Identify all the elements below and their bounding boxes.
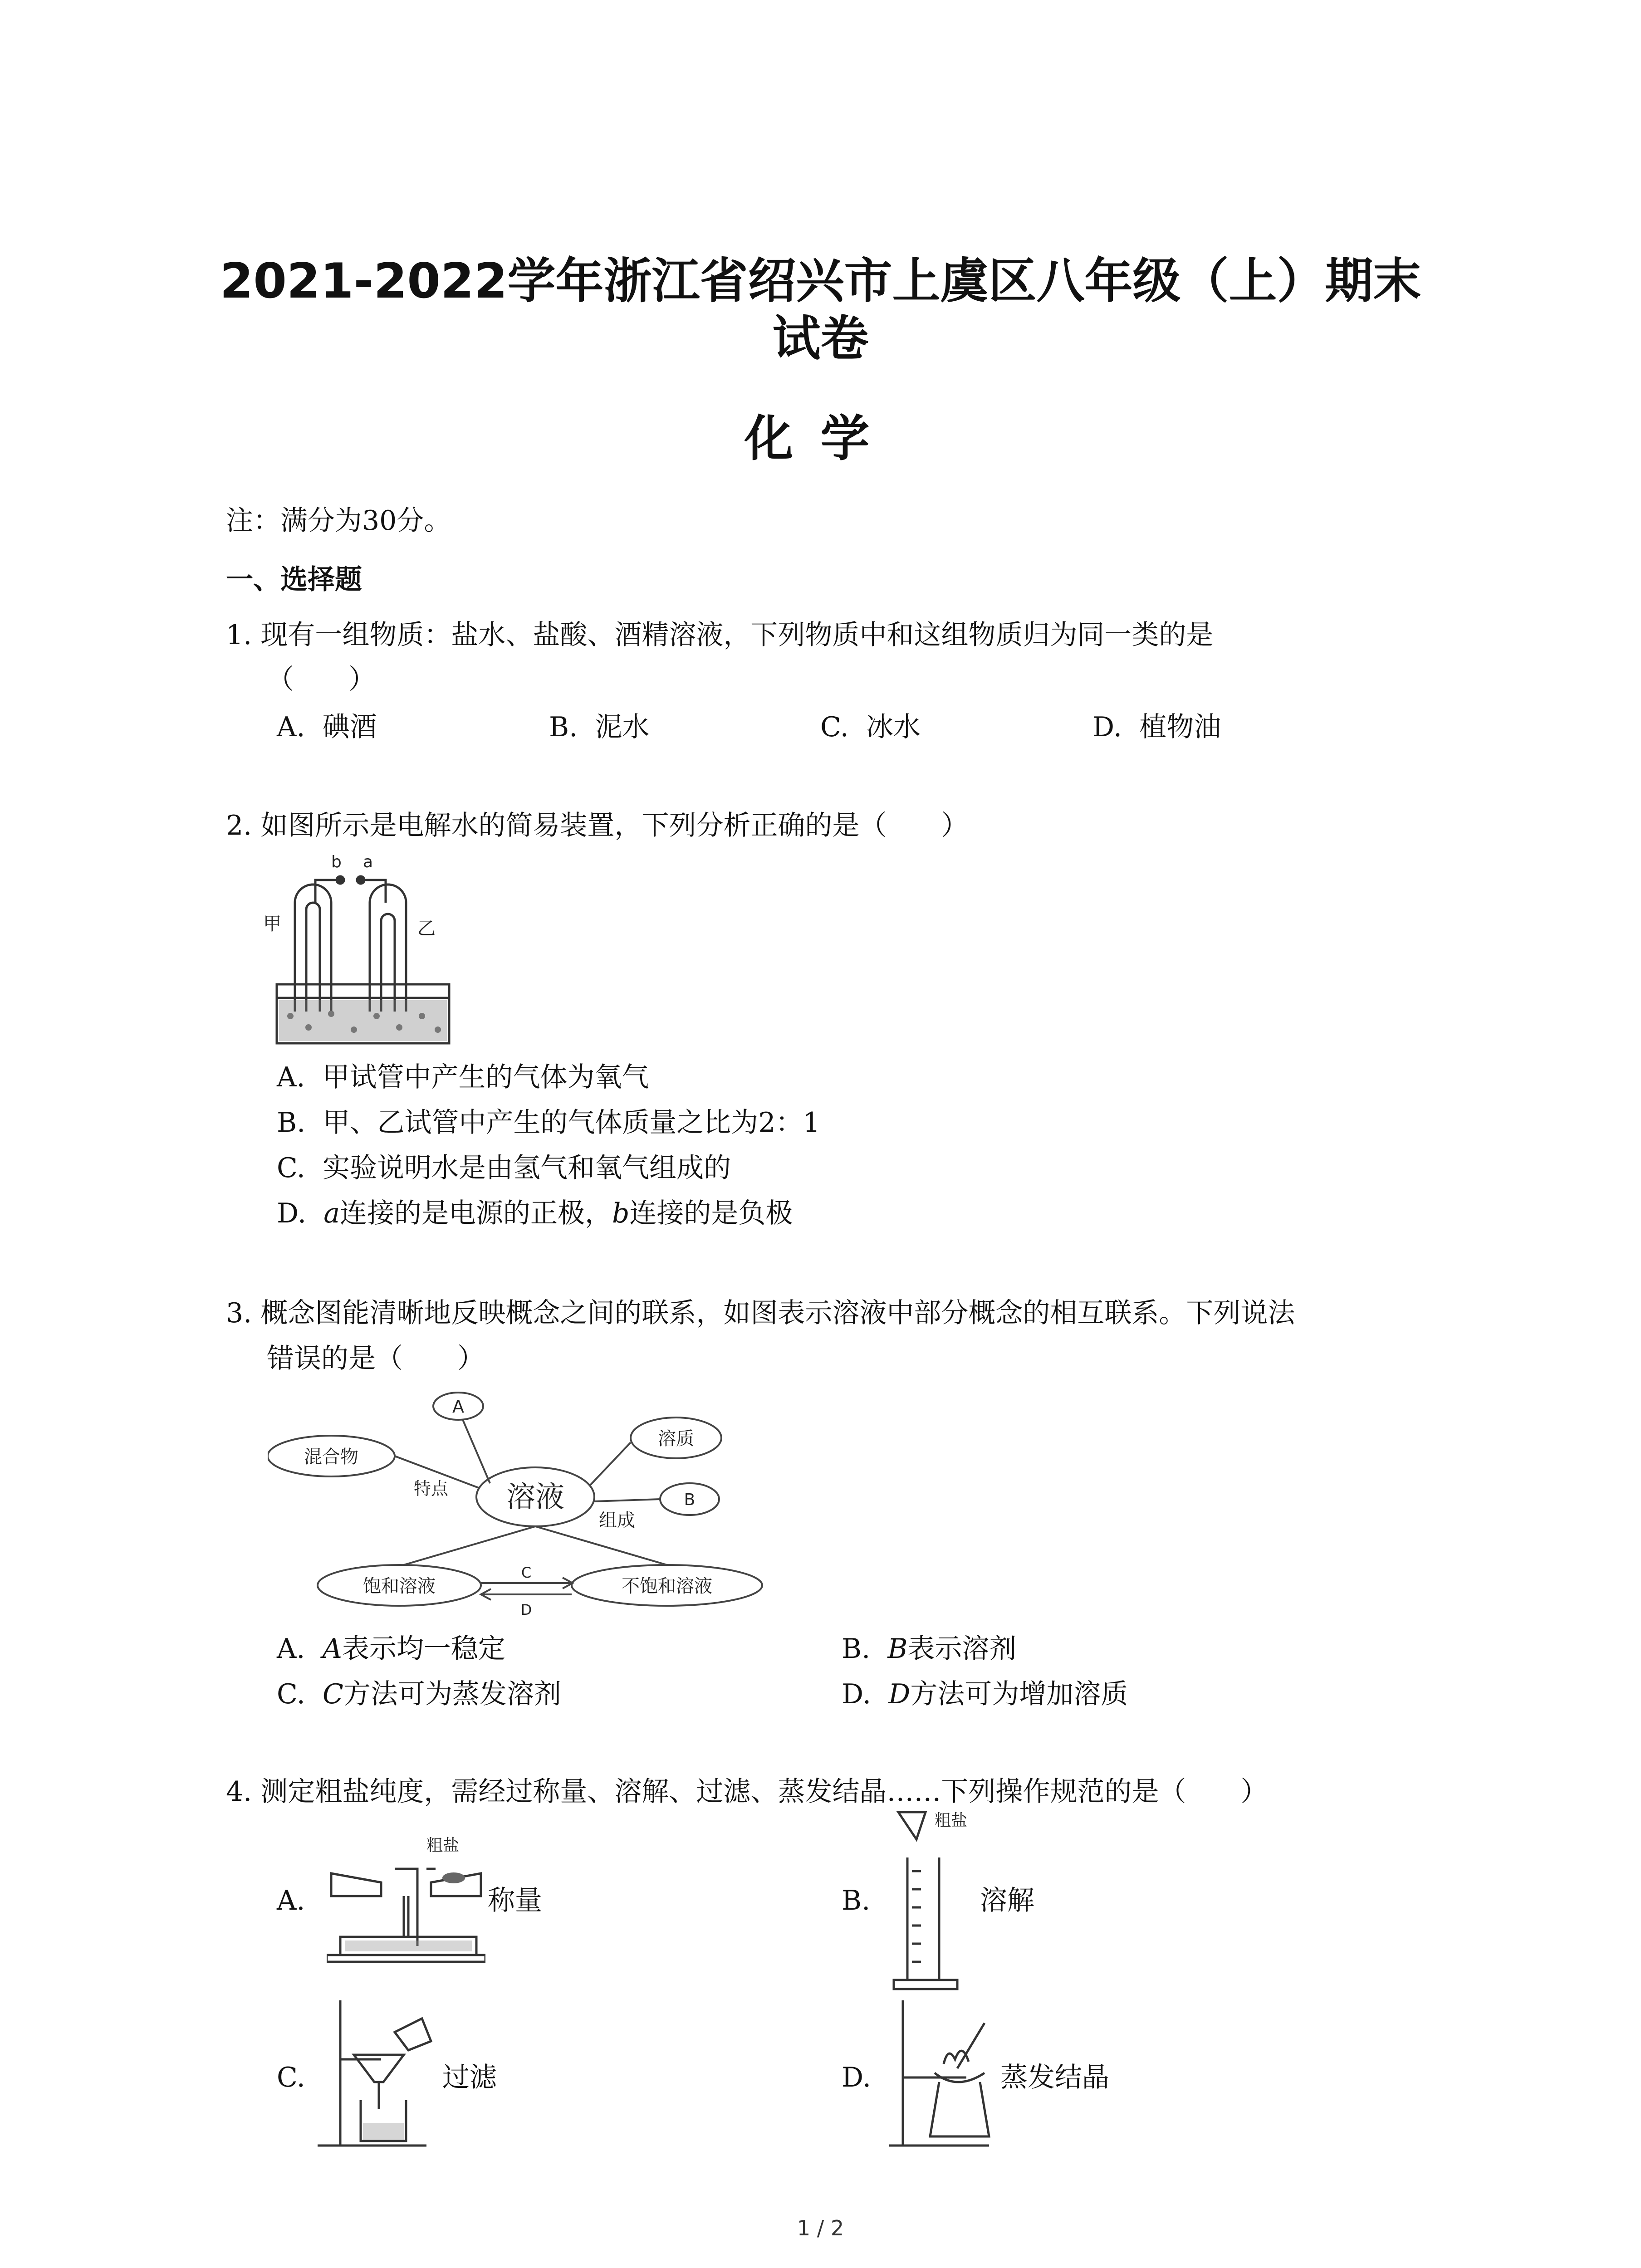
q1-option-c[interactable] — [820, 709, 921, 745]
concept-b-label: B — [684, 1491, 696, 1509]
q1-option-b[interactable] — [549, 709, 649, 745]
variable-b: b — [612, 1198, 630, 1229]
option-text: 冰水 — [866, 711, 921, 743]
option-text: 表示均一稳定 — [342, 1633, 505, 1665]
option-letter: B. — [277, 1107, 306, 1139]
option-letter: C. — [820, 711, 849, 743]
q2-option-c[interactable] — [277, 1150, 731, 1186]
concept-feature-label: 特点 — [413, 1479, 449, 1499]
q3-option-c[interactable] — [277, 1676, 561, 1712]
label-a: a — [363, 853, 373, 871]
q3-option-b[interactable] — [842, 1631, 1016, 1667]
title-line-1: 2021-2022学年浙江省绍兴市上虞区八年级（上）期末 — [220, 253, 1421, 309]
option-text: 连接的是电源的正极， — [339, 1198, 612, 1229]
question-3-stem-line-2: 错误的是（ ） — [267, 1343, 485, 1374]
graduated-cylinder-figure — [889, 1808, 980, 1998]
concept-solute: 溶质 — [658, 1428, 694, 1449]
q3-option-d[interactable] — [842, 1676, 1128, 1712]
variable: B — [887, 1633, 908, 1665]
page-number: 1 / 2 — [797, 2216, 844, 2240]
q4-option-d-letter[interactable]: D. — [842, 2062, 872, 2093]
option-text: 植物油 — [1139, 711, 1221, 743]
method-d-label: D — [520, 1601, 532, 1618]
concept-solution: 溶液 — [506, 1481, 564, 1514]
option-letter: C. — [277, 1678, 305, 1710]
concept-composition-label: 组成 — [599, 1510, 635, 1531]
option-text: 泥水 — [595, 711, 650, 743]
option-text-end: 连接的是负极 — [629, 1198, 793, 1229]
subject-heading: 化学 — [744, 411, 897, 467]
option-letter: D. — [1092, 711, 1122, 743]
q2-option-a[interactable] — [277, 1059, 649, 1095]
coarse-salt-label: 粗盐 — [426, 1836, 460, 1855]
option-letter: A. — [277, 1061, 305, 1093]
option-letter: B. — [842, 1633, 871, 1665]
title-line-2: 试卷 — [772, 311, 869, 367]
section-heading: 一、选择题 — [226, 564, 362, 596]
method-c-label: C — [521, 1564, 532, 1581]
option-letter: D. — [842, 1678, 872, 1710]
q1-option-a[interactable] — [277, 709, 377, 745]
option-letter: A. — [277, 1633, 305, 1665]
filtration-figure — [318, 1991, 436, 2155]
q2-option-b[interactable] — [277, 1105, 820, 1141]
q4-option-b-text: 溶解 — [980, 1885, 1034, 1916]
variable: A — [322, 1633, 342, 1665]
variable: D — [888, 1678, 911, 1710]
label-tube-jia: 甲 — [263, 914, 281, 934]
option-text: 甲试管中产生的气体为氧气 — [322, 1061, 649, 1093]
option-text: 甲、乙试管中产生的气体质量之比为2：1 — [323, 1107, 820, 1139]
solution-concept-map-figure — [268, 1388, 776, 1624]
option-text: 方法可为蒸发溶剂 — [343, 1678, 561, 1710]
q4-option-b-letter[interactable]: B. — [842, 1885, 871, 1916]
variable: C — [323, 1678, 343, 1710]
question-1-stem: 1. 现有一组物质：盐水、盐酸、酒精溶液，下列物质中和这组物质归为同一类的是 — [226, 619, 1214, 651]
question-2-stem: 2. 如图所示是电解水的简易装置，下列分析正确的是（ ） — [226, 810, 969, 841]
label-b: b — [331, 853, 342, 871]
q4-option-d-text: 蒸发结晶 — [1000, 2062, 1109, 2093]
balance-weighing-figure — [327, 1833, 485, 1964]
option-letter: A. — [277, 711, 305, 743]
q2-option-d[interactable] — [277, 1195, 793, 1232]
q1-option-d[interactable] — [1092, 709, 1221, 745]
option-letter: B. — [549, 711, 578, 743]
variable-a: a — [323, 1198, 340, 1229]
q4-option-c-letter[interactable]: C. — [277, 2062, 305, 2093]
option-text: 碘酒 — [322, 711, 377, 743]
label-tube-yi: 乙 — [417, 918, 436, 939]
concept-saturated: 饱和溶液 — [363, 1576, 436, 1597]
q4-option-c-text: 过滤 — [442, 2062, 497, 2093]
evaporation-figure — [889, 1991, 1007, 2155]
option-letter: C. — [277, 1152, 305, 1184]
question-3-stem: 3. 概念图能清晰地反映概念之间的联系，如图表示溶液中部分概念的相互联系。下列说法 — [226, 1297, 1295, 1329]
option-text: 实验说明水是由氢气和氧气组成的 — [323, 1152, 731, 1184]
question-4-stem: 4. 测定粗盐纯度，需经过称量、溶解、过滤、蒸发结晶……下列操作规范的是（ ） — [226, 1776, 1268, 1808]
coarse-salt-label: 粗盐 — [935, 1811, 968, 1830]
option-text: 表示溶剂 — [907, 1633, 1017, 1665]
q3-option-a[interactable] — [277, 1631, 505, 1667]
q4-option-a-text: 称量 — [488, 1885, 542, 1916]
concept-unsaturated: 不饱和溶液 — [622, 1576, 712, 1597]
option-letter: D. — [277, 1198, 307, 1229]
concept-a-label: A — [452, 1397, 464, 1417]
question-1-blank: （ ） — [267, 664, 376, 695]
q4-option-a-letter[interactable]: A. — [277, 1885, 305, 1916]
concept-mixture: 混合物 — [304, 1447, 358, 1467]
option-text: 方法可为增加溶质 — [910, 1678, 1128, 1710]
electrolysis-apparatus-figure — [263, 848, 472, 1048]
score-note: 注：满分为30分。 — [226, 505, 451, 537]
